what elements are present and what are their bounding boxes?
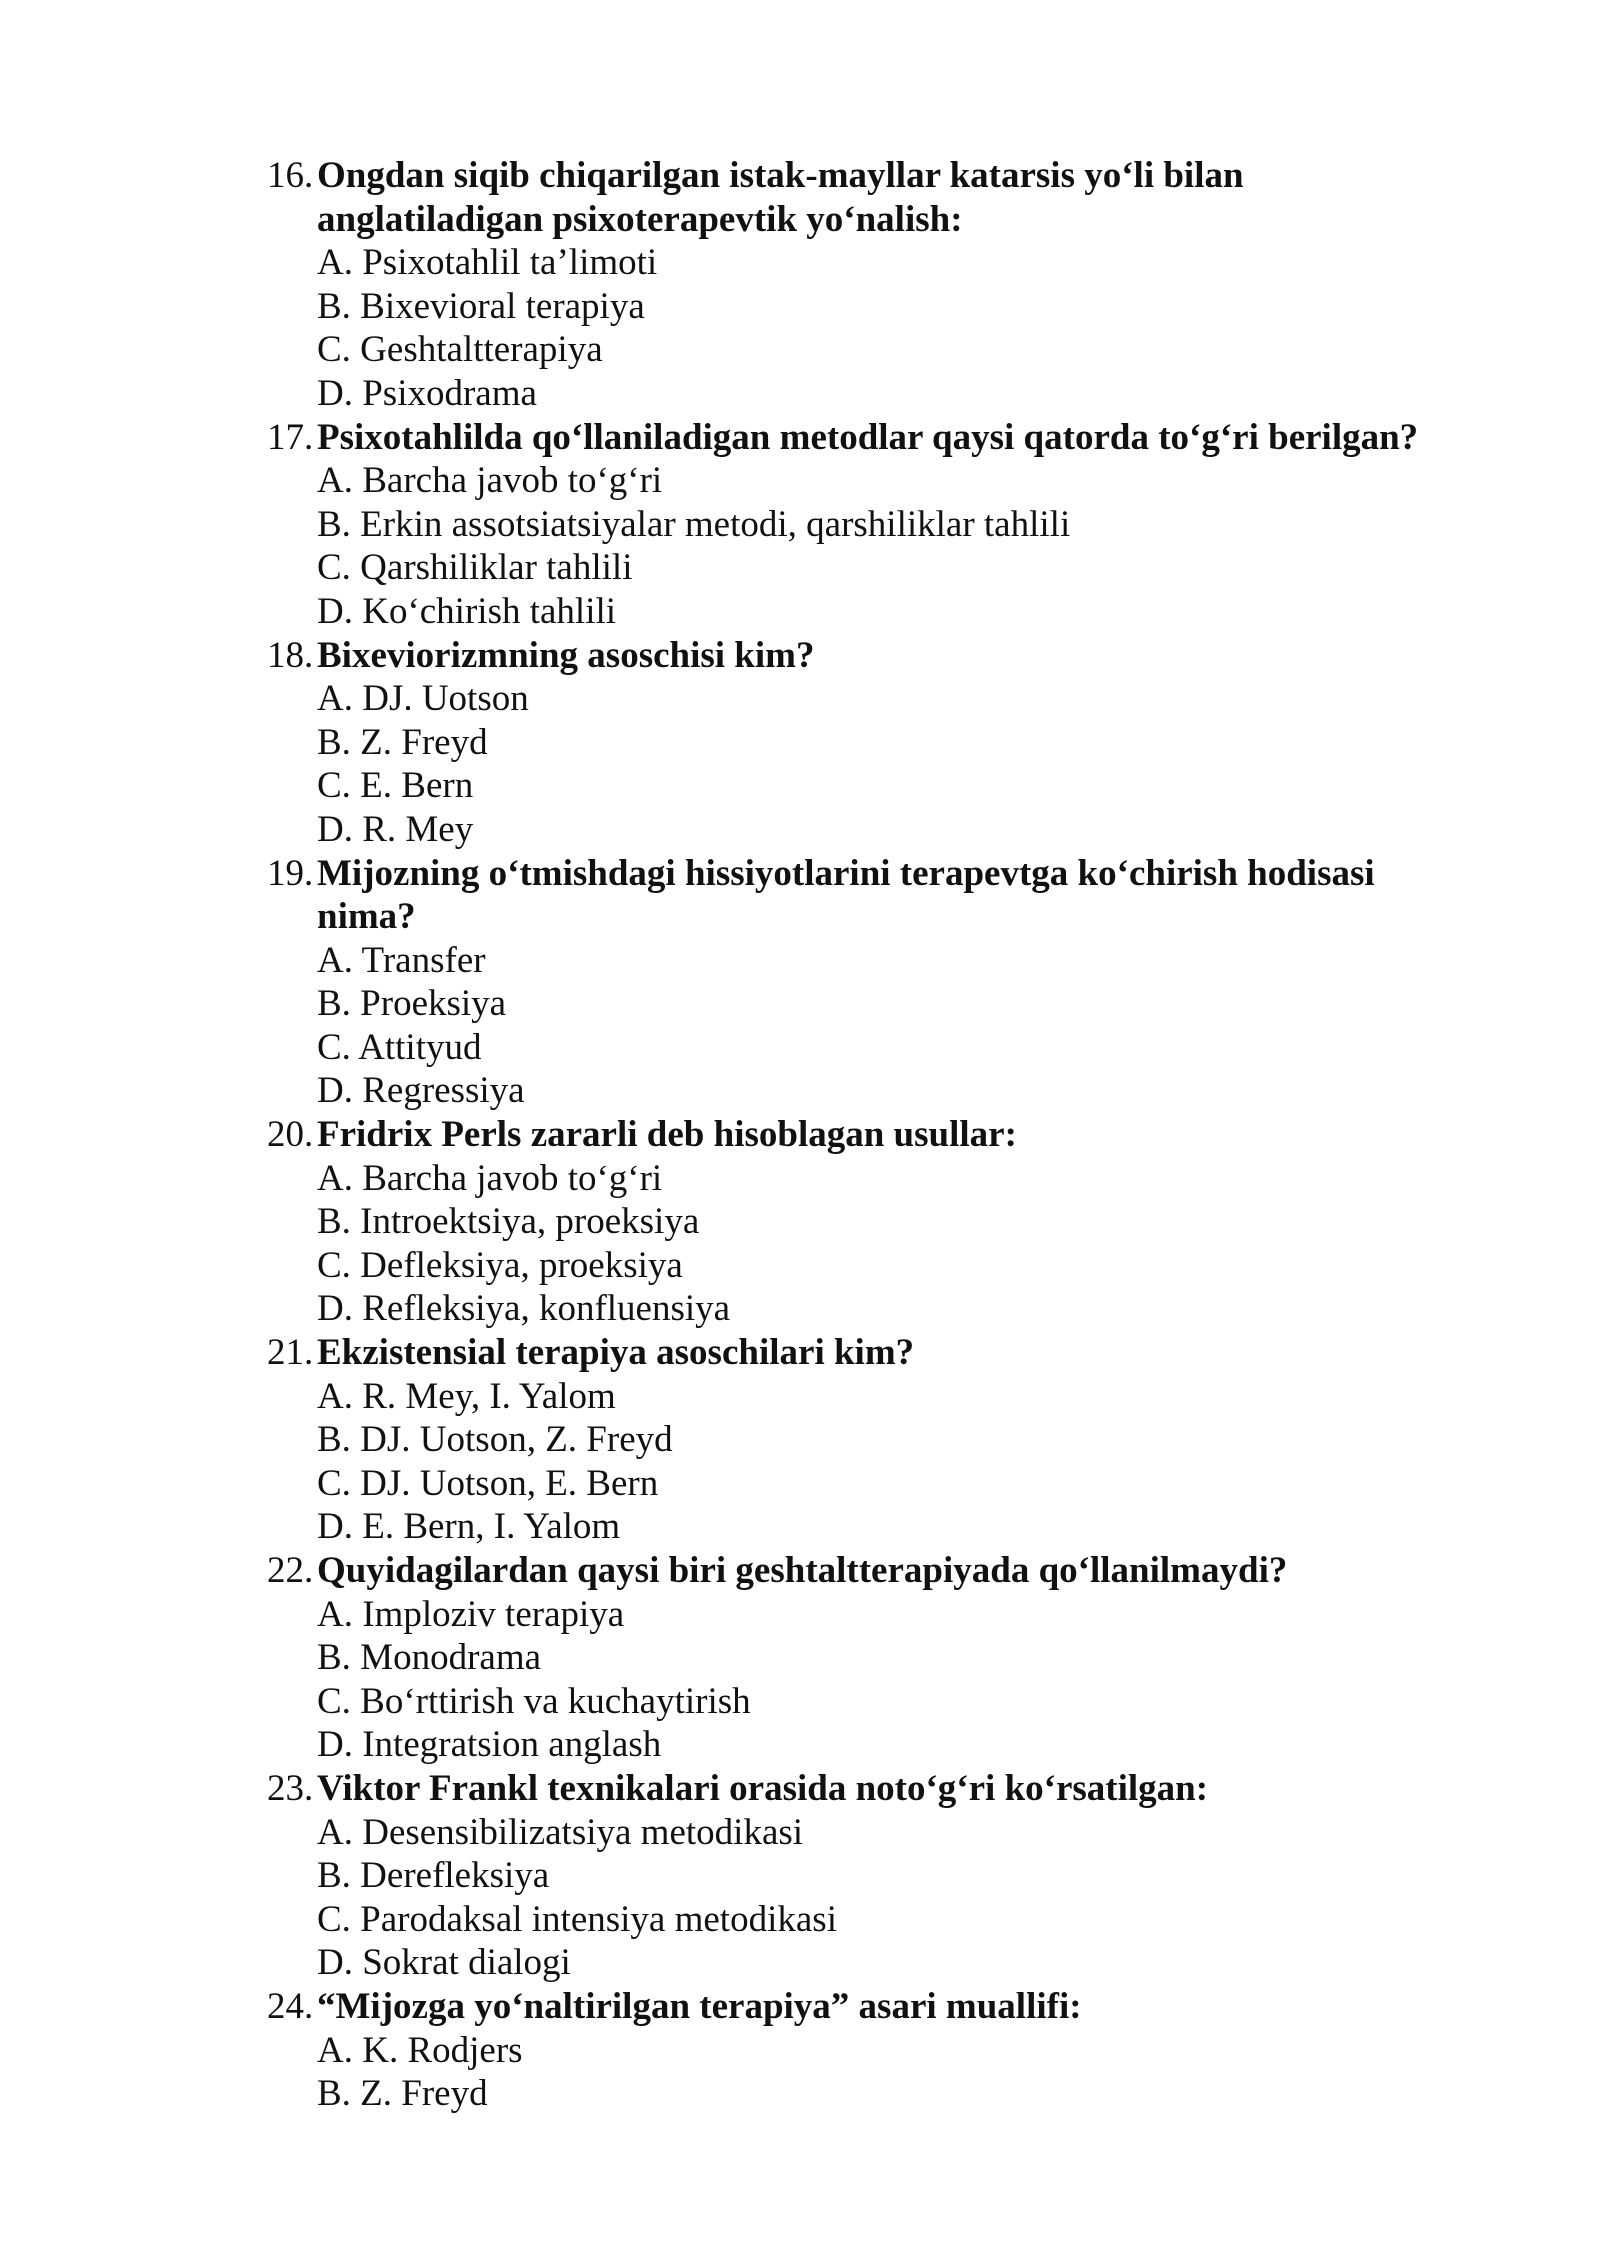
answer-options	[267, 1811, 1467, 1985]
answer-options	[267, 939, 1467, 1113]
answer-option: A. DJ. Uotson	[317, 678, 529, 720]
question-heading	[267, 1331, 1467, 1375]
answer-option: C. Bo‘rttirish va kuchaytirish	[317, 1680, 751, 1722]
question-text: Ongdan siqib chiqarilgan istak-mayllar katarsis yo‘li bilan anglatiladigan psixoterapevtik yo‘nalish:	[317, 155, 1244, 240]
answer-option: D. Ko‘chirish tahlili	[317, 590, 617, 632]
question-heading	[267, 1113, 1467, 1157]
question-heading	[267, 1985, 1467, 2029]
answer-option: C. Defleksiya, proeksiya	[317, 1244, 683, 1286]
answer-option: D. Psixodrama	[317, 372, 537, 414]
answer-option: A. Imploziv terapiya	[317, 1593, 625, 1635]
answer-option: D. R. Mey	[317, 808, 474, 850]
answer-option: C. Attityud	[317, 1026, 482, 1068]
answer-options	[267, 1375, 1467, 1549]
answer-options	[267, 1593, 1467, 1767]
question-heading	[267, 634, 1467, 678]
question-block	[267, 154, 1467, 416]
question-text: Ekzistensial terapiya asoschilari kim?	[317, 1332, 915, 1374]
answer-option: B. Erkin assotsiatsiyalar metodi, qarshiliklar tahlili	[317, 503, 1071, 545]
answer-option: A. Barcha javob to‘g‘ri	[317, 1157, 663, 1199]
question-number: 21.	[267, 1332, 314, 1374]
answer-options	[267, 677, 1467, 851]
question-number: 19.	[267, 852, 314, 894]
answer-option: C. Parodaksal intensiya metodikasi	[317, 1898, 837, 1940]
question-block	[267, 852, 1467, 1114]
answer-option: B. Z. Freyd	[317, 721, 488, 763]
answer-option: B. Proeksiya	[317, 983, 507, 1025]
answer-option: A. Desensibilizatsiya metodikasi	[317, 1811, 804, 1853]
question-block	[267, 1331, 1467, 1549]
answer-option: A. Psixotahlil ta’limoti	[317, 242, 658, 284]
answer-option: D. E. Bern, I. Yalom	[317, 1506, 621, 1548]
answer-option: A. Transfer	[317, 939, 486, 981]
question-heading	[267, 852, 1467, 939]
question-text: Bixeviorizmning asoschisi kim?	[317, 634, 815, 676]
answer-option: B. Bixevioral terapiya	[317, 285, 645, 327]
answer-option: C. Qarshiliklar tahlili	[317, 547, 633, 589]
question-block	[267, 416, 1467, 634]
answer-option: D. Sokrat dialogi	[317, 1942, 571, 1984]
answer-option: A. K. Rodjers	[317, 2029, 523, 2071]
question-number: 18.	[267, 634, 314, 676]
question-number: 24.	[267, 1985, 314, 2027]
question-text: Mijozning o‘tmishdagi hissiyotlarini terapevtga ko‘chirish hodisasi nima?	[317, 852, 1375, 938]
answer-option: B. DJ. Uotson, Z. Freyd	[317, 1419, 673, 1461]
answer-option: C. E. Bern	[317, 765, 474, 807]
answer-options	[267, 2029, 1467, 2116]
question-block	[267, 634, 1467, 852]
answer-option: C. DJ. Uotson, E. Bern	[317, 1462, 659, 1504]
answer-option: C. Geshtaltterapiya	[317, 329, 603, 371]
question-number: 22.	[267, 1550, 314, 1591]
question-number: 17.	[267, 416, 314, 458]
answer-option: A. Barcha javob to‘g‘ri	[317, 460, 663, 502]
answer-option: D. Regressiya	[317, 1070, 525, 1112]
answer-option: B. Introektsiya, proeksiya	[317, 1201, 700, 1243]
question-block	[267, 1113, 1467, 1331]
question-block	[267, 1549, 1467, 1767]
question-heading	[267, 1767, 1467, 1811]
question-heading	[267, 1549, 1467, 1593]
question-heading	[267, 416, 1467, 460]
answer-option: D. Integratsion anglash	[317, 1724, 662, 1766]
question-list	[267, 154, 1467, 2116]
answer-option: B. Derefleksiya	[317, 1855, 550, 1897]
question-block	[267, 1985, 1467, 2116]
answer-options	[267, 1157, 1467, 1331]
question-number: 23.	[267, 1767, 314, 1809]
answer-options	[267, 241, 1467, 415]
question-text: Fridrix Perls zararli deb hisoblagan usullar:	[317, 1114, 1017, 1156]
question-number: 20.	[267, 1114, 314, 1156]
answer-option: A. R. Mey, I. Yalom	[317, 1375, 616, 1417]
question-block	[267, 1767, 1467, 1985]
answer-option: D. Refleksiya, konfluensiya	[317, 1288, 731, 1330]
answer-options	[267, 459, 1467, 633]
question-text: Viktor Frankl texnikalari orasida noto‘g‘ri ko‘rsatilgan:	[317, 1767, 1209, 1809]
question-text: Psixotahlilda qo‘llaniladigan metodlar qaysi qatorda to‘g‘ri berilgan?	[317, 416, 1419, 458]
answer-option: B. Z. Freyd	[317, 2073, 488, 2115]
question-number: 16.	[267, 155, 314, 196]
question-text: “Mijozga yo‘naltirilgan terapiya” asari muallifi:	[317, 1985, 1082, 2027]
question-text: Quyidagilardan qaysi biri geshtaltterapiyada qo‘llanilmaydi?	[317, 1550, 1288, 1591]
answer-option: B. Monodrama	[317, 1637, 542, 1679]
question-heading	[267, 154, 1467, 241]
